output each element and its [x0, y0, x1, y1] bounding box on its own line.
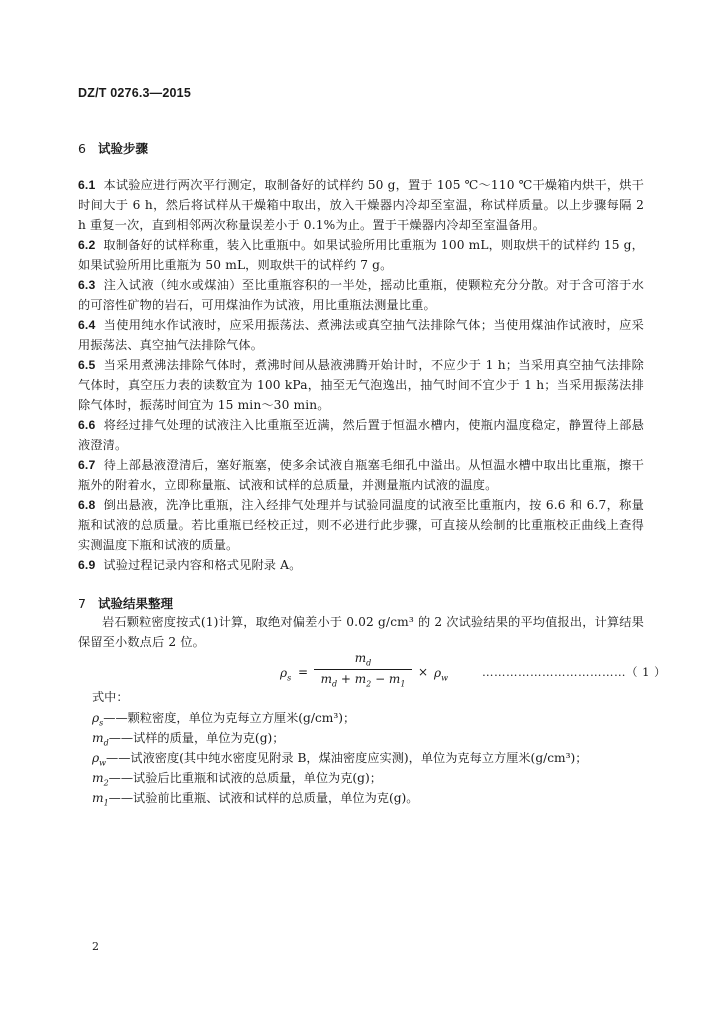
- clause-6-4: 6.4 当使用纯水作试液时，应采用振荡法、煮沸法或真空抽气法排除气体；当使用煤油作试液时，应采用振荡法、真空抽气法排除气体。: [78, 318, 644, 352]
- clause-6-2: 6.2 取制备好的试样称重，装入比重瓶中。如果试验所用比重瓶为 100 mL，则取烘干的试样约 15 g，如果试验所用比重瓶为 50 mL，则取烘干的试样约 7 g。: [78, 238, 644, 272]
- variable-rho-s: $\rho_s——$颗粒密度，单位为克每立方厘米(g/cm³)；: [92, 711, 356, 728]
- section-6-title: 试验步骤: [98, 141, 149, 156]
- clause-6-1: 6.1 本试验应进行两次平行测定，取制备好的试样约 50 g，置于 105 ℃～110 ℃干燥箱内烘干，烘干时间大于 6 h，然后将试样从干燥箱中取出，放入干燥器内冷却至室温，称试样质量。以上步骤每隔 2 h 重复一次，直到相邻两次称量误差小于 0.1%为止。置于干燥器内冷却至室温备用。: [78, 178, 644, 232]
- section-6-number: 6: [78, 141, 86, 156]
- formula-number: ………………………………（ 1 ）: [482, 665, 667, 679]
- formula-times: ×: [418, 665, 429, 679]
- formula-lhs: $\rho_s$: [280, 666, 292, 683]
- formula-denominator: $m_d + m_2 - m_1$: [320, 672, 406, 689]
- clause-6-6: 6.6 将经过排气处理的试液注入比重瓶至近满，然后置于恒温水槽内，使瓶内温度稳定，静置待上部悬液澄清。: [78, 418, 644, 452]
- page-number: 2: [92, 940, 99, 953]
- density-formula: [280, 649, 480, 695]
- clause-6-9: 6.9 试验过程记录内容和格式见附录 A。: [78, 558, 302, 572]
- section-6-heading: [78, 139, 148, 157]
- variable-m-2: $m_2——$试验后比重瓶和试液的总质量，单位为克(g)；: [92, 771, 382, 788]
- clause-6-7: 6.7 待上部悬液澄清后，塞好瓶塞，使多余试液自瓶塞毛细孔中溢出。从恒温水槽中取出比重瓶，擦干瓶外的附着水，立即称量瓶、试液和试样的总质量，并测量瓶内试液的温度。: [78, 458, 644, 492]
- formula-rhs: $\rho_w$: [434, 666, 448, 683]
- section-7-number: 7: [78, 596, 86, 611]
- clause-6-8: 6.8 倒出悬液，洗净比重瓶，注入经排气处理并与试验同温度的试液至比重瓶内，按 6.6 和 6.7，称量瓶和试液的总质量。若比重瓶已经校正过，则不必进行此步骤，可直接从绘制的比重瓶校正曲线上查得实测温度下瓶和试液的质量。: [78, 498, 644, 552]
- fraction-bar: [314, 669, 412, 670]
- where-label: 式中：: [92, 690, 129, 704]
- section-7-heading: [78, 594, 173, 612]
- section-7-intro: 岩石颗粒密度按式(1)计算，取绝对偏差小于 0.02 g/cm³ 的 2 次试验结果的平均值报出，计算结果保留至小数点后 2 位。: [78, 615, 644, 649]
- clause-6-3: 6.3 注入试液（纯水或煤油）至比重瓶容积的一半处，摇动比重瓶，使颗粒充分分散。对于含可溶于水的可溶性矿物的岩石，可用煤油作为试液，用比重瓶法测量比重。: [78, 278, 644, 312]
- formula-numerator: $m_d$: [354, 651, 372, 668]
- variable-rho-w: $\rho_w——$试液密度(其中纯水密度见附录 B，煤油密度应实测)，单位为克每立方厘米(g/cm³)；: [92, 751, 588, 768]
- variable-m-1: $m_1——$试验前比重瓶、试液和试样的总质量，单位为克(g)。: [92, 791, 419, 808]
- variable-m-d: $m_d——$试样的质量，单位为克(g)；: [92, 731, 285, 748]
- clause-6-5: 6.5 当采用煮沸法排除气体时，煮沸时间从悬液沸腾开始计时，不应少于 1 h；当采用真空抽气法排除气体时，真空压力表的读数宜为 100 kPa，抽至无气泡逸出，抽气时间不宜少于 1 h；当采用振荡法排除气体时，振荡时间宜为 15 min～30 min。: [78, 358, 644, 412]
- formula-equals: =: [298, 665, 309, 679]
- formula-fraction: [314, 651, 412, 688]
- standard-header: DZ/T 0276.3—2015: [78, 86, 191, 100]
- section-7-title: 试验结果整理: [98, 596, 174, 611]
